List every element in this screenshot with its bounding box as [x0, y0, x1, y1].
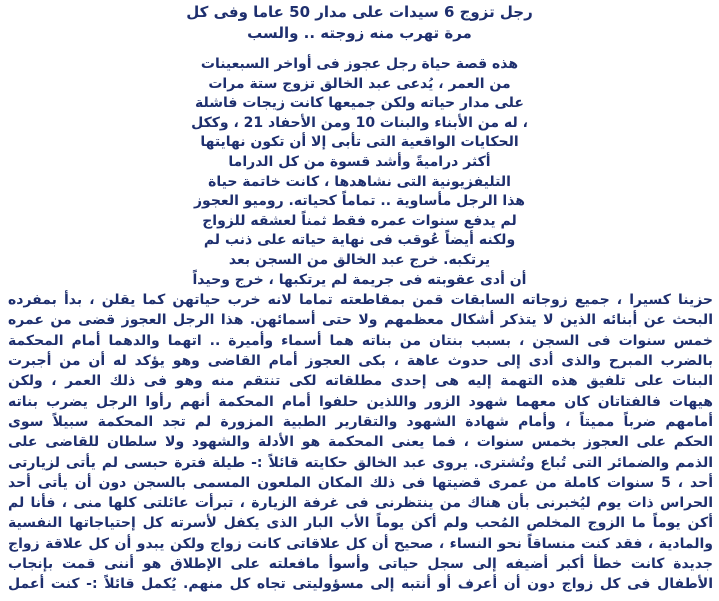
body-line: بالضرب المبرح والذى أدى إلى حدوث عاهة ، بكى العجوز أمام القاضى وهو يؤكد له أن من أجبرت	[8, 353, 713, 370]
body-line: البنات على تلفيق هذه التهمة إليه هى إحدى مطلقاته لكى تنتقم منه وهو فى ذلك العمر ، ولكن	[8, 373, 713, 390]
intro-line: من العمر ، يُدعى عبد الخالق تزوج ستة مرات	[208, 75, 511, 92]
title-line: مرة تهرب منه زوجته .. والسب	[247, 24, 472, 42]
title-line: رجل تزوج 6 سيدات على مدار 50 عاما وفى كل	[186, 3, 533, 21]
body-line: هيهات فالفتاتان كان معهما شهود الزور واللذين حلفوا أمام المحكمة أنهم رأوا الرجل يضرب بناته	[8, 393, 713, 410]
body-line: حزينا كسيرا ، جميع زوجاته السابقات قمن بمقاطعته تماما لانه خرب حياتهن كما يقلن ، بدأ بمفرده	[8, 292, 713, 309]
body-line: الذمم والضمائر التى تُباع وتُشترى. يروى عبد الخالق حكايته قائلاً :- طيلة فترة حبسى لم يأتى لزيارتى	[8, 454, 713, 471]
intro-line: التليفزيونية التى نشاهدها ، كانت خاتمة حياة	[208, 173, 511, 190]
intro-line: الحكايات الواقعية التى تأبى إلا أن تكون نهايتها	[200, 134, 519, 151]
body-line: الحكم على العجوز بخمس سنوات ، فما يعنى المحكمة هو الأدلة والشهود ولا سلطان للقاضى على	[8, 434, 713, 451]
intro-paragraph	[0, 55, 719, 290]
intro-line: هذا الرجل مأساوية .. تماماً كحياته. روميو العجوز	[194, 193, 525, 210]
intro-line: ولكنه أيضاً عُوقب فى نهاية حياته على ذنب لم	[203, 232, 516, 249]
body-line: البحث عن أبنائه الذين لا يتذكر أشكال معظمهم ولا حتى أسمائهن. هذا الرجل العجوز قضى من عمره	[8, 312, 713, 329]
body-paragraph	[0, 290, 719, 594]
article-title	[0, 2, 719, 44]
intro-line: لم يدفع سنوات عمره فقط ثمناً لعشقه للزواج	[202, 212, 517, 229]
intro-line: هذه قصة حياة رجل عجوز فى أواخر السبعينات	[200, 56, 519, 72]
body-line: جديدة كانت خطأ أكبر أضيفه إلى سجل حياتى وأسوأ مافعلته على الإطلاق هو أننى قمت بإنجاب	[8, 555, 713, 572]
intro-line: ، له من الأبناء والبنات 10 ومن الأحفاد 21 ، وككل	[191, 114, 528, 131]
body-line: الأطفال فى كل زواج دون أن أعرف أو أنتبه إلى مسؤوليتى تجاه كل منهم. يُكمل قائلاً :- كنت أعمل	[8, 576, 713, 593]
body-line: الحراس ذات يوم ليُخبرنى بأن هناك من ينتظرنى فى غرفة الزيارة ، تبرأت عائلتى كلها منى ، فأنا لم	[8, 495, 713, 512]
body-line: خمس سنوات فى السجن ، بسبب بنتان من بناته هما أسماء وأميرة .. اتهما والدهما أمام المحكمة	[8, 332, 713, 349]
intro-line: على مدار حياته ولكن جميعها كانت زيجات فاشلة	[195, 95, 524, 112]
body-line: أحد ، 5 سنوات كاملة من عمرى قضيتها فى ذلك المكان الملعون المسمى بالسجن دون أن يأتى أحد	[8, 474, 713, 491]
body-line: والمادية ، فقد كنت منساقاً نحو النساء ، صحيح أن كل علاقاتى كانت زواج ولكن يبدو أن كل علاقة زواج	[8, 535, 713, 552]
intro-line: أكثر دراميةً وأشد قسوة من كل الدراما	[228, 153, 491, 170]
body-line: أكن يوماً ما الزوج المخلص المُحب ولم أكن يوماً الأب البار الذى يكفل لأسرته كل إحتياجاتها النفسية	[8, 515, 713, 532]
intro-line: أن أدى عقوبته فى جريمة لم يرتكبها ، خرج وحيداً	[192, 271, 527, 288]
intro-line: يرتكبه. خرج عبد الخالق من السجن بعد	[228, 251, 491, 268]
body-line: أمامهم ضرباً مميتاً ، وأمام شهادة الشهود والتقارير الطبية المزورة لم تجد المحكمة سبيلاً سوى	[8, 413, 713, 430]
